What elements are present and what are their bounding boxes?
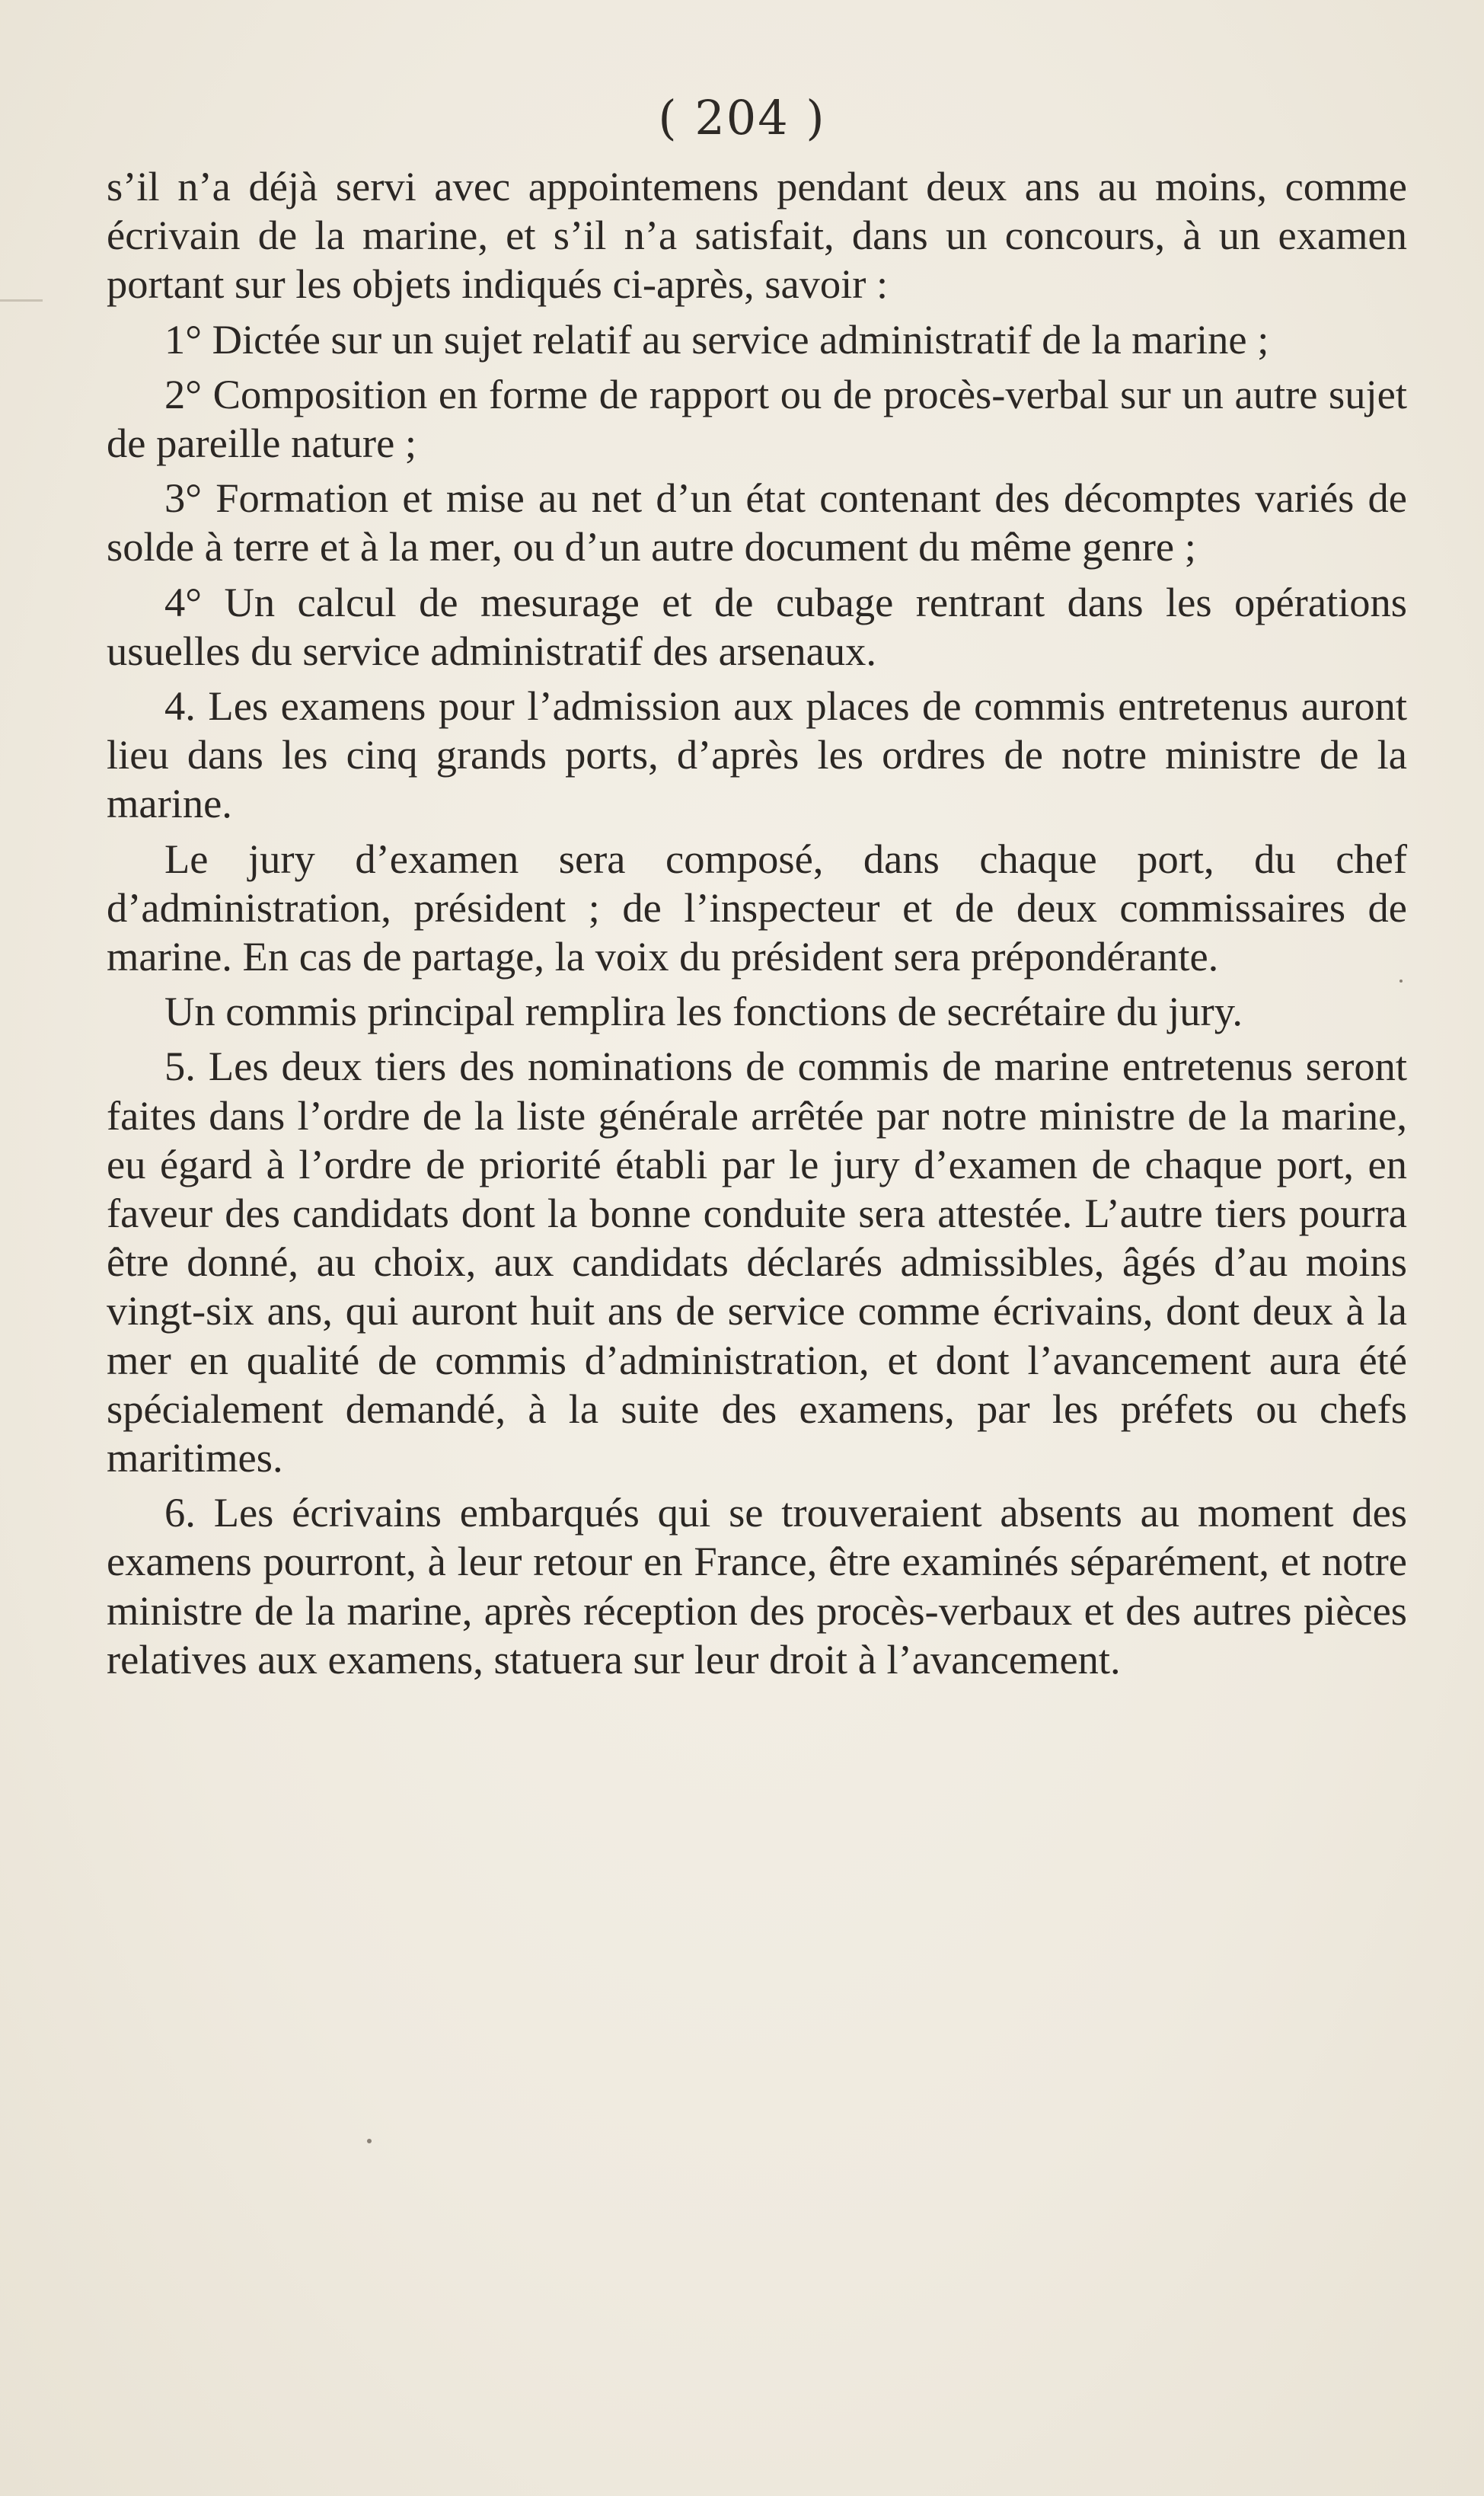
paragraph-article-4: 4. Les examens pour l’admission aux places de commis entretenus auront lieu dans les cinq grands ports, d’après les ordres de notre ministre de la marine.: [107, 682, 1407, 827]
paragraph-secretary: Un commis principal remplira les fonctions de secrétaire du jury.: [164, 988, 1243, 1035]
ink-speck: [367, 2139, 372, 2143]
body-text: [107, 162, 1407, 1684]
ink-speck: [1399, 980, 1403, 983]
page-number: ( 204 ): [658, 90, 826, 145]
paragraph-item-3: 3° Formation et mise au net d’un état contenant des décomptes variés de solde à terre et à la mer, ou d’un autre document du même genre ;: [107, 475, 1407, 570]
paragraph-article-6: 6. Les écrivains embarqués qui se trouveraient absents au moment des examens pourront, à leur retour en France, être examinés séparément, et notre ministre de la marine, après réception des procès-verbaux et des autres pièces relatives aux examens, statuera sur leur droit à l’avancement.: [107, 1489, 1407, 1683]
margin-rule: [0, 299, 43, 302]
paragraph-intro: s’il n’a déjà servi avec appointemens pendant deux ans au moins, comme écrivain de la marine, et s’il n’a satisfait, dans un concours, à un examen portant sur les objets indiqués ci-après, savoir :: [107, 163, 1407, 308]
paragraph-article-5: 5. Les deux tiers des nominations de commis de marine entretenus seront faites dans l’ordre de la liste générale arrêtée par notre ministre de la marine, eu égard à l’ordre de priorité établi par le jury d’examen de chaque port, en faveur des candidats dont la bonne conduite sera attestée. L’autre tiers pourra être donné, au choix, aux candidats déclarés admissibles, âgés d’au moins vingt-six ans, qui auront huit ans de service comme écrivains, dont deux à la mer en qualité de commis d’administration, et dont l’avancement aura été spécialement demandé, à la suite des examens, par les préfets ou chefs maritimes.: [107, 1043, 1407, 1481]
paragraph-item-4: 4° Un calcul de mesurage et de cubage rentrant dans les opérations usuelles du service administratif des arsenaux.: [107, 578, 1407, 674]
paragraph-item-1: 1° Dictée sur un sujet relatif au service administratif de la marine ;: [164, 315, 1269, 363]
paragraph-item-2: 2° Composition en forme de rapport ou de procès-verbal sur un autre sujet de pareille nature ;: [107, 370, 1407, 467]
paragraph-jury: Le jury d’examen sera composé, dans chaque port, du chef d’administration, président ; de l’inspecteur et de deux commissaires de marine. En cas de partage, la voix du président sera prépondérante.: [107, 835, 1407, 980]
